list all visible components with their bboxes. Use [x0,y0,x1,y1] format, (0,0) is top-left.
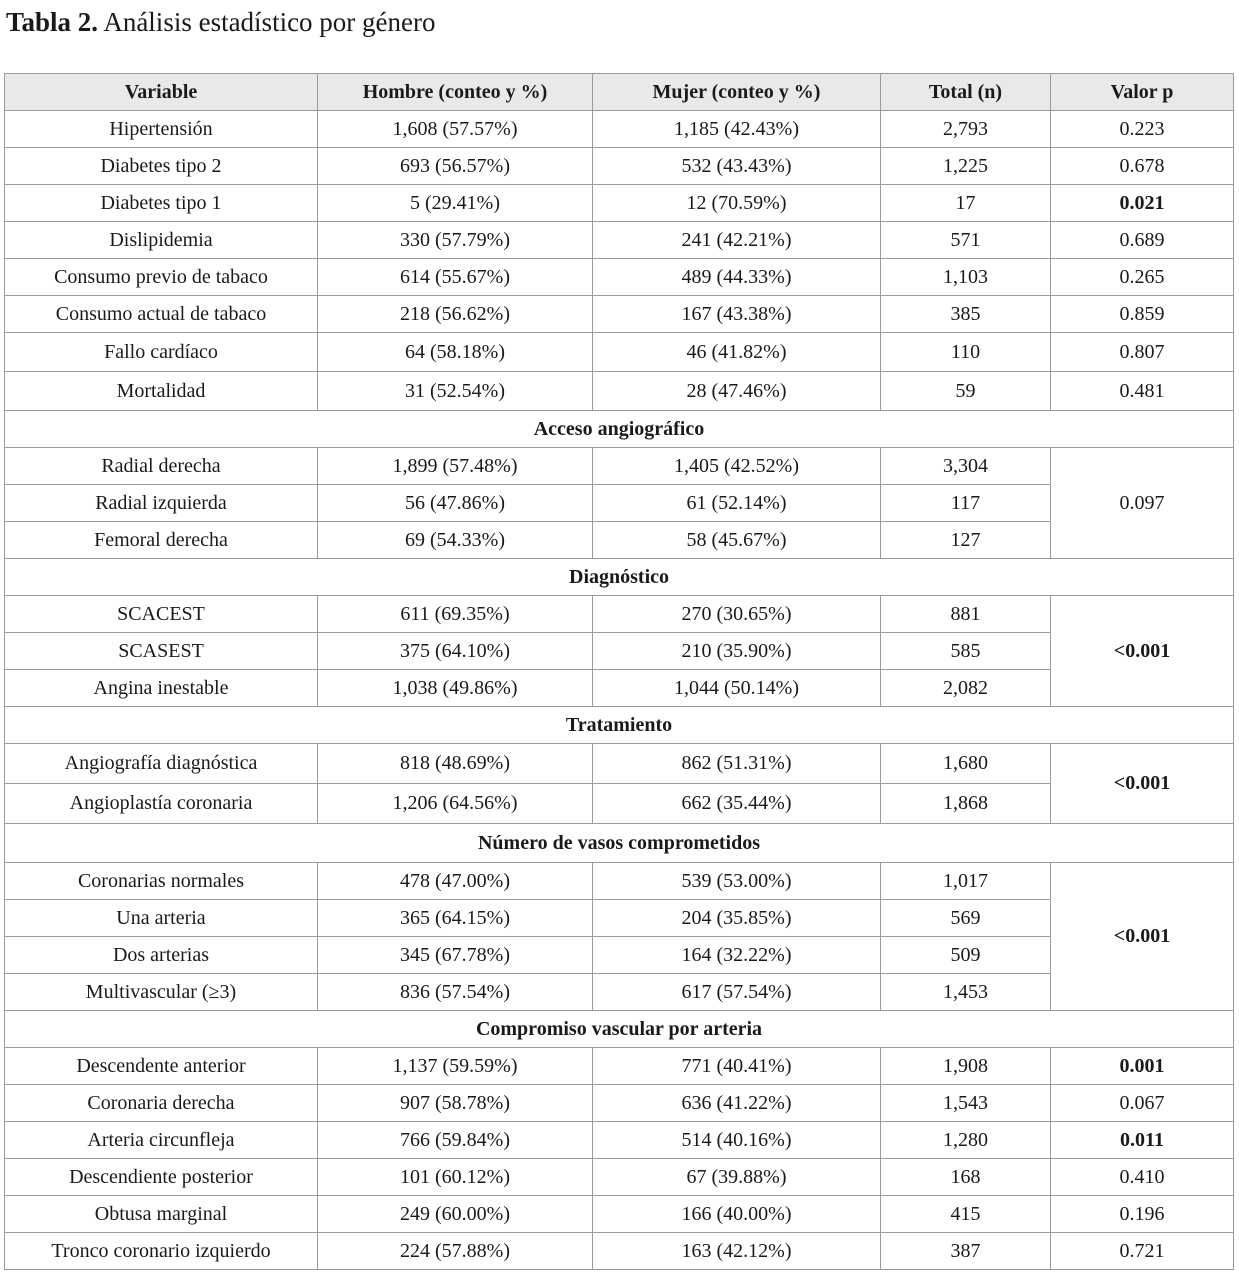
cell-total: 571 [881,222,1051,259]
table-row [5,1122,1234,1159]
col-header-hombre: Hombre (conteo y %) [318,74,593,111]
cell-mujer: 167 (43.38%) [593,296,881,333]
cell-variable: Angiografía diagnóstica [5,744,318,784]
section-header-row [5,559,1234,596]
table-row [5,784,1234,824]
cell-variable: Descendente anterior [5,1048,318,1085]
table-row [5,372,1234,411]
cell-p-value: 0.678 [1051,148,1234,185]
cell-variable: Femoral derecha [5,522,318,559]
cell-total: 385 [881,296,1051,333]
cell-total: 1,017 [881,863,1051,900]
cell-variable: Dos arterias [5,937,318,974]
table-row [5,259,1234,296]
cell-mujer: 166 (40.00%) [593,1196,881,1233]
cell-hombre: 330 (57.79%) [318,222,593,259]
cell-mujer: 662 (35.44%) [593,784,881,824]
table-row [5,863,1234,900]
cell-hombre: 5 (29.41%) [318,185,593,222]
table-row [5,333,1234,372]
cell-mujer: 28 (47.46%) [593,372,881,411]
cell-total: 117 [881,485,1051,522]
section-header-row [5,411,1234,448]
cell-p-value: 0.859 [1051,296,1234,333]
cell-mujer: 163 (42.12%) [593,1233,881,1270]
cell-mujer: 532 (43.43%) [593,148,881,185]
cell-p-value: 0.807 [1051,333,1234,372]
cell-variable: Angioplastía coronaria [5,784,318,824]
cell-total: 415 [881,1196,1051,1233]
table-row [5,485,1234,522]
table-row [5,148,1234,185]
cell-total: 387 [881,1233,1051,1270]
cell-total: 1,868 [881,784,1051,824]
cell-mujer: 771 (40.41%) [593,1048,881,1085]
cell-total: 17 [881,185,1051,222]
cell-hombre: 218 (56.62%) [318,296,593,333]
cell-total: 1,225 [881,148,1051,185]
cell-variable: Arteria circunfleja [5,1122,318,1159]
cell-hombre: 836 (57.54%) [318,974,593,1011]
cell-total: 110 [881,333,1051,372]
table-row [5,1159,1234,1196]
cell-variable: SCASEST [5,633,318,670]
cell-variable: Diabetes tipo 2 [5,148,318,185]
cell-variable: Consumo actual de tabaco [5,296,318,333]
cell-p-value: 0.410 [1051,1159,1234,1196]
cell-p-value: 0.067 [1051,1085,1234,1122]
cell-total: 1,680 [881,744,1051,784]
cell-total: 1,103 [881,259,1051,296]
cell-hombre: 64 (58.18%) [318,333,593,372]
cell-mujer: 46 (41.82%) [593,333,881,372]
table-row [5,937,1234,974]
table-row [5,633,1234,670]
cell-mujer: 862 (51.31%) [593,744,881,784]
cell-p-value-significant: 0.011 [1051,1122,1234,1159]
table-row [5,185,1234,222]
table-row [5,596,1234,633]
cell-variable: Tronco coronario izquierdo [5,1233,318,1270]
cell-p-value: 0.721 [1051,1233,1234,1270]
section-title-vasos: Número de vasos comprometidos [5,824,1234,863]
cell-total: 1,280 [881,1122,1051,1159]
cell-hombre: 766 (59.84%) [318,1122,593,1159]
cell-variable: Radial izquierda [5,485,318,522]
cell-variable: Radial derecha [5,448,318,485]
table-row [5,1233,1234,1270]
cell-p-value-group-significant: <0.001 [1051,863,1234,1011]
section-title-tratamiento: Tratamiento [5,707,1234,744]
cell-mujer: 58 (45.67%) [593,522,881,559]
cell-total: 585 [881,633,1051,670]
section-header-row [5,707,1234,744]
table-row [5,744,1234,784]
cell-p-value: 0.196 [1051,1196,1234,1233]
col-header-p-value: Valor p [1051,74,1234,111]
table-row [5,670,1234,707]
cell-hombre: 1,608 (57.57%) [318,111,593,148]
cell-variable: Consumo previo de tabaco [5,259,318,296]
cell-variable: Una arteria [5,900,318,937]
cell-total: 1,908 [881,1048,1051,1085]
cell-variable: Angina inestable [5,670,318,707]
cell-hombre: 56 (47.86%) [318,485,593,522]
cell-mujer: 241 (42.21%) [593,222,881,259]
cell-variable: Coronarias normales [5,863,318,900]
cell-p-value-significant: 0.021 [1051,185,1234,222]
table-row [5,111,1234,148]
cell-p-value: 0.223 [1051,111,1234,148]
col-header-mujer: Mujer (conteo y %) [593,74,881,111]
cell-total: 168 [881,1159,1051,1196]
cell-hombre: 1,899 (57.48%) [318,448,593,485]
cell-total: 2,082 [881,670,1051,707]
cell-variable: Mortalidad [5,372,318,411]
col-header-total: Total (n) [881,74,1051,111]
table-caption-text: Análisis estadístico por género [103,7,436,37]
cell-mujer: 489 (44.33%) [593,259,881,296]
cell-p-value: 0.481 [1051,372,1234,411]
cell-mujer: 1,044 (50.14%) [593,670,881,707]
cell-hombre: 249 (60.00%) [318,1196,593,1233]
cell-variable: SCACEST [5,596,318,633]
cell-total: 1,453 [881,974,1051,1011]
cell-mujer: 67 (39.88%) [593,1159,881,1196]
cell-hombre: 101 (60.12%) [318,1159,593,1196]
cell-mujer: 204 (35.85%) [593,900,881,937]
section-title-acceso: Acceso angiográfico [5,411,1234,448]
cell-variable: Descendiente posterior [5,1159,318,1196]
cell-p-value: 0.689 [1051,222,1234,259]
cell-hombre: 907 (58.78%) [318,1085,593,1122]
cell-total: 509 [881,937,1051,974]
cell-hombre: 224 (57.88%) [318,1233,593,1270]
cell-hombre: 69 (54.33%) [318,522,593,559]
section-title-arteria: Compromiso vascular por arteria [5,1011,1234,1048]
cell-total: 1,543 [881,1085,1051,1122]
cell-p-value-group: 0.097 [1051,448,1234,559]
cell-mujer: 636 (41.22%) [593,1085,881,1122]
cell-mujer: 1,405 (42.52%) [593,448,881,485]
cell-variable: Obtusa marginal [5,1196,318,1233]
table-row [5,1085,1234,1122]
cell-p-value-group-significant: <0.001 [1051,744,1234,824]
cell-hombre: 345 (67.78%) [318,937,593,974]
cell-total: 881 [881,596,1051,633]
table-row [5,1196,1234,1233]
table-row [5,296,1234,333]
header-row [5,74,1234,111]
table-row [5,522,1234,559]
cell-total: 569 [881,900,1051,937]
table-row [5,448,1234,485]
table-caption-label: Tabla 2. [6,7,99,37]
cell-variable: Diabetes tipo 1 [5,185,318,222]
cell-mujer: 617 (57.54%) [593,974,881,1011]
cell-variable: Hipertensión [5,111,318,148]
cell-hombre: 1,038 (49.86%) [318,670,593,707]
cell-total: 59 [881,372,1051,411]
cell-hombre: 614 (55.67%) [318,259,593,296]
cell-hombre: 818 (48.69%) [318,744,593,784]
cell-p-value-group-significant: <0.001 [1051,596,1234,707]
col-header-variable: Variable [5,74,318,111]
cell-mujer: 210 (35.90%) [593,633,881,670]
cell-mujer: 270 (30.65%) [593,596,881,633]
cell-hombre: 611 (69.35%) [318,596,593,633]
table-row [5,900,1234,937]
cell-hombre: 1,206 (64.56%) [318,784,593,824]
cell-mujer: 164 (32.22%) [593,937,881,974]
cell-hombre: 31 (52.54%) [318,372,593,411]
cell-total: 2,793 [881,111,1051,148]
table-row [5,222,1234,259]
section-title-diagnostico: Diagnóstico [5,559,1234,596]
cell-total: 3,304 [881,448,1051,485]
cell-mujer: 539 (53.00%) [593,863,881,900]
cell-hombre: 365 (64.15%) [318,900,593,937]
cell-mujer: 61 (52.14%) [593,485,881,522]
statistics-table [4,73,1234,1270]
cell-variable: Multivascular (≥3) [5,974,318,1011]
section-header-row [5,1011,1234,1048]
table-row [5,974,1234,1011]
cell-hombre: 693 (56.57%) [318,148,593,185]
cell-hombre: 375 (64.10%) [318,633,593,670]
table-row [5,1048,1234,1085]
cell-hombre: 478 (47.00%) [318,863,593,900]
cell-p-value-significant: 0.001 [1051,1048,1234,1085]
table-caption [6,2,436,42]
cell-mujer: 514 (40.16%) [593,1122,881,1159]
cell-p-value: 0.265 [1051,259,1234,296]
cell-variable: Coronaria derecha [5,1085,318,1122]
section-header-row [5,824,1234,863]
cell-total: 127 [881,522,1051,559]
cell-hombre: 1,137 (59.59%) [318,1048,593,1085]
cell-mujer: 1,185 (42.43%) [593,111,881,148]
cell-variable: Dislipidemia [5,222,318,259]
cell-variable: Fallo cardíaco [5,333,318,372]
cell-mujer: 12 (70.59%) [593,185,881,222]
